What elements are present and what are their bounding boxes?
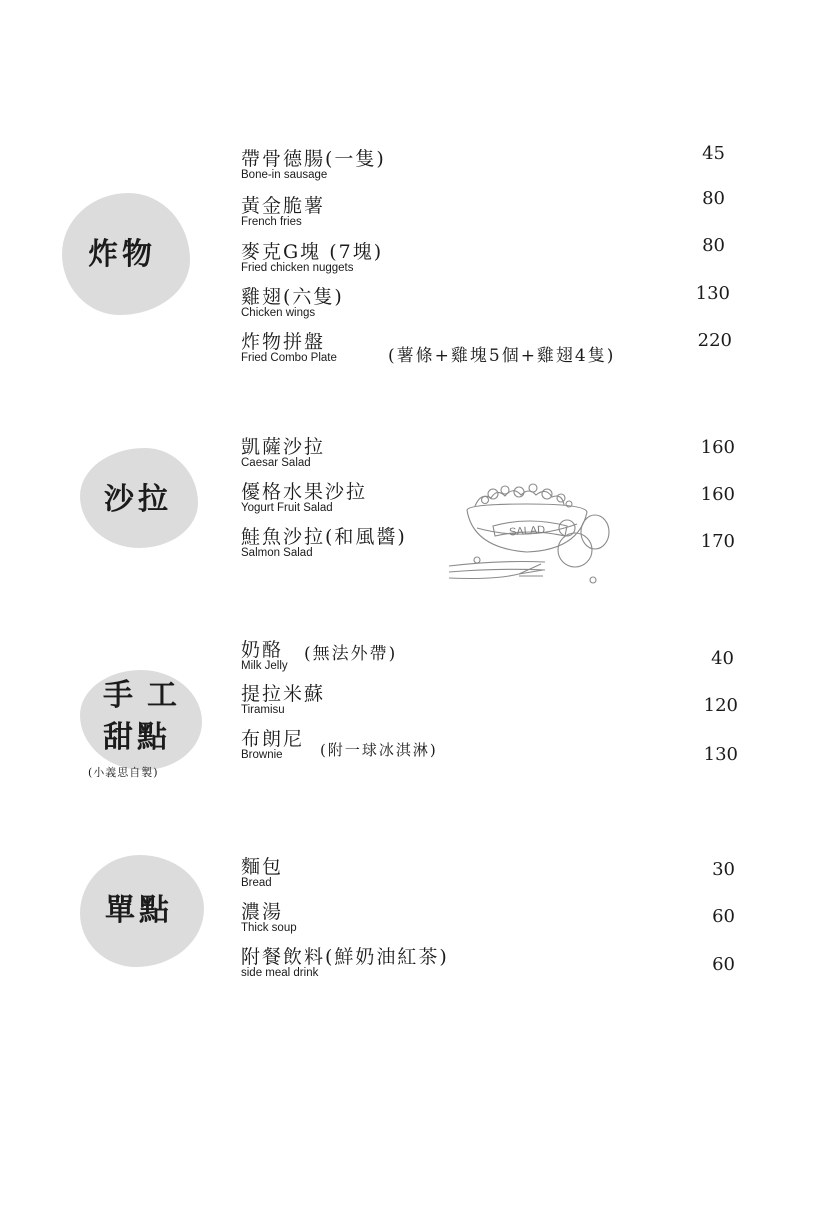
item-price: 45 [702, 143, 725, 164]
menu-item [241, 148, 386, 182]
item-name-en: Caesar Salad [241, 457, 311, 469]
item-extra-note: (無法外帶) [304, 644, 398, 664]
section-title-salad: 沙拉 [104, 482, 172, 517]
item-price: 60 [712, 954, 735, 975]
item-name-en: Bone-in sausage [241, 169, 328, 181]
menu-item [241, 901, 297, 935]
menu-item [241, 946, 449, 980]
item-name-zh: 提拉米蘇 [241, 683, 326, 705]
item-name-zh: 凱薩沙拉 [241, 436, 326, 458]
menu-item [241, 639, 288, 673]
item-name-zh: 優格水果沙拉 [241, 481, 368, 503]
menu-item [241, 195, 325, 229]
section-title-dessert-line2: 甜點 [103, 720, 171, 755]
item-name-en: Bread [241, 877, 272, 889]
item-name-zh: 布朗尼 [241, 728, 305, 750]
item-name-zh: 奶酪 [241, 639, 284, 661]
item-extra-note: (薯條+雞塊5個+雞翅4隻) [388, 346, 616, 366]
menu-item [241, 728, 304, 762]
item-price: 80 [702, 235, 725, 256]
menu-item [241, 331, 337, 365]
item-name-en: Brownie [241, 749, 283, 761]
item-name-zh: 炸物拼盤 [241, 331, 326, 353]
salad-bowl-label: SALAD [508, 523, 546, 539]
item-price: 120 [703, 695, 738, 716]
item-name-en: Fried chicken nuggets [241, 262, 354, 274]
section-title-fried: 炸物 [88, 237, 156, 272]
item-price: 170 [700, 531, 735, 552]
item-name-en: Milk Jelly [241, 660, 288, 672]
item-name-en: Fried Combo Plate [241, 352, 337, 364]
item-name-zh: 鮭魚沙拉(和風醬) [241, 526, 407, 548]
item-price: 220 [697, 330, 732, 351]
item-price: 80 [702, 188, 725, 209]
item-price: 130 [703, 744, 738, 765]
salad-bowl-illustration [445, 468, 617, 588]
item-name-en: Yogurt Fruit Salad [241, 502, 333, 514]
menu-item [241, 526, 407, 560]
item-name-en: side meal drink [241, 967, 319, 979]
menu-item [241, 481, 367, 515]
item-name-zh: 帶骨德腸(一隻) [241, 148, 386, 170]
menu-item [241, 241, 383, 275]
item-name-zh: 附餐飲料(鮮奶油紅茶) [241, 946, 449, 968]
item-name-zh: 麥克G塊 (7塊) [241, 241, 384, 263]
item-name-en: French fries [241, 216, 302, 228]
item-name-en: Chicken wings [241, 307, 316, 319]
item-name-en: Thick soup [241, 922, 297, 934]
item-name-en: Tiramisu [241, 704, 285, 716]
item-name-zh: 麵包 [241, 856, 284, 878]
menu-item [241, 286, 344, 320]
item-price: 130 [695, 283, 730, 304]
item-price: 40 [711, 648, 734, 669]
section-title-single: 單點 [105, 893, 173, 928]
item-name-zh: 濃湯 [241, 901, 284, 923]
menu-item [241, 683, 325, 717]
section-note-dessert: (小義思自製) [88, 766, 159, 779]
item-price: 30 [712, 859, 735, 880]
menu-item [241, 856, 283, 890]
item-price: 160 [700, 484, 735, 505]
item-name-zh: 雞翅(六隻) [241, 286, 344, 308]
item-price: 160 [700, 437, 735, 458]
item-extra-note: (附一球冰淇淋) [320, 741, 438, 759]
item-name-en: Salmon Salad [241, 547, 313, 559]
item-price: 60 [712, 906, 735, 927]
menu-item [241, 436, 325, 470]
item-name-zh: 黃金脆薯 [241, 195, 326, 217]
section-title-dessert-line1: 手工 [103, 678, 191, 713]
